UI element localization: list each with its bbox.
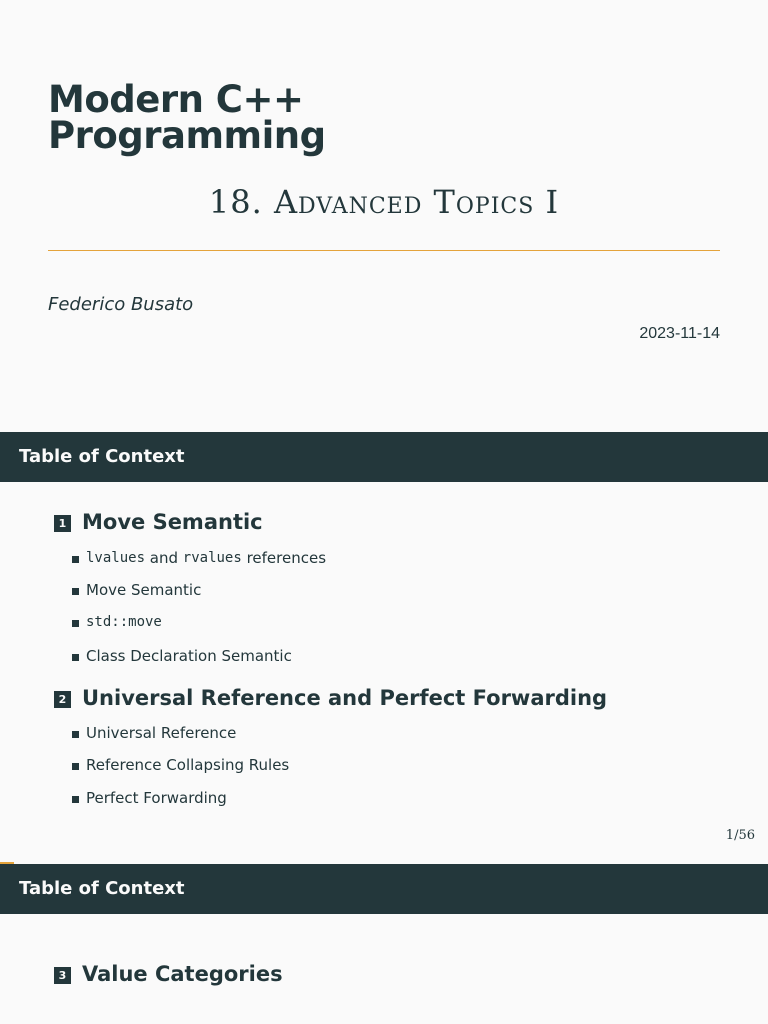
subsection-text: Perfect Forwarding	[86, 789, 227, 807]
subsection-text: rvalues	[182, 550, 242, 566]
square-bullet-icon	[72, 796, 79, 803]
square-bullet-icon	[72, 556, 79, 563]
title-slide	[0, 0, 768, 432]
subsection-text: references	[241, 549, 327, 567]
subsection-text: Universal Reference	[86, 724, 237, 742]
toc-subsection-std-move[interactable]	[72, 614, 162, 630]
square-bullet-icon	[72, 620, 79, 627]
square-bullet-icon	[72, 654, 79, 661]
section-title: Value Categories	[82, 962, 283, 986]
toc-section-1[interactable]	[54, 510, 263, 534]
subsection-text: Reference Collapsing Rules	[86, 756, 290, 774]
author-name: Federico Busato	[48, 294, 194, 315]
presentation-subtitle: 18. Advanced Topics I	[208, 183, 560, 221]
section-number-badge: 3	[54, 967, 71, 984]
frame-header-2: Table of Context	[0, 864, 768, 914]
page-number: 1/56	[725, 828, 755, 843]
toc-subsection-universal-reference[interactable]	[72, 724, 236, 742]
title-divider	[48, 250, 720, 251]
toc-subsection-class-declaration[interactable]	[72, 647, 292, 665]
square-bullet-icon	[72, 763, 79, 770]
subsection-text: Move Semantic	[86, 581, 202, 599]
toc-subsection-reference-collapsing[interactable]	[72, 756, 289, 774]
section-number-badge: 1	[54, 515, 71, 532]
toc-subsection-perfect-forwarding[interactable]	[72, 789, 227, 807]
title-line-2: Programming	[48, 114, 326, 157]
section-number-badge: 2	[54, 691, 71, 708]
title-line-1: Modern C++	[48, 78, 304, 121]
section-title: Universal Reference and Perfect Forwarding	[82, 686, 608, 710]
subsection-text: and	[145, 549, 183, 567]
subsection-text: std::move	[86, 614, 162, 630]
presentation-title	[48, 78, 326, 157]
toc-subsection-lvalues-rvalues[interactable]	[72, 549, 326, 567]
section-title: Move Semantic	[82, 510, 263, 534]
subsection-text: Class Declaration Semantic	[86, 647, 292, 665]
toc-subsection-move-semantic[interactable]	[72, 581, 201, 599]
presentation-date: 2023-11-14	[639, 325, 720, 342]
square-bullet-icon	[72, 588, 79, 595]
toc-section-3[interactable]	[54, 962, 283, 986]
square-bullet-icon	[72, 731, 79, 738]
frame-header-1: Table of Context	[0, 432, 768, 482]
subsection-text: lvalues	[86, 550, 146, 566]
toc-section-2[interactable]	[54, 686, 607, 710]
